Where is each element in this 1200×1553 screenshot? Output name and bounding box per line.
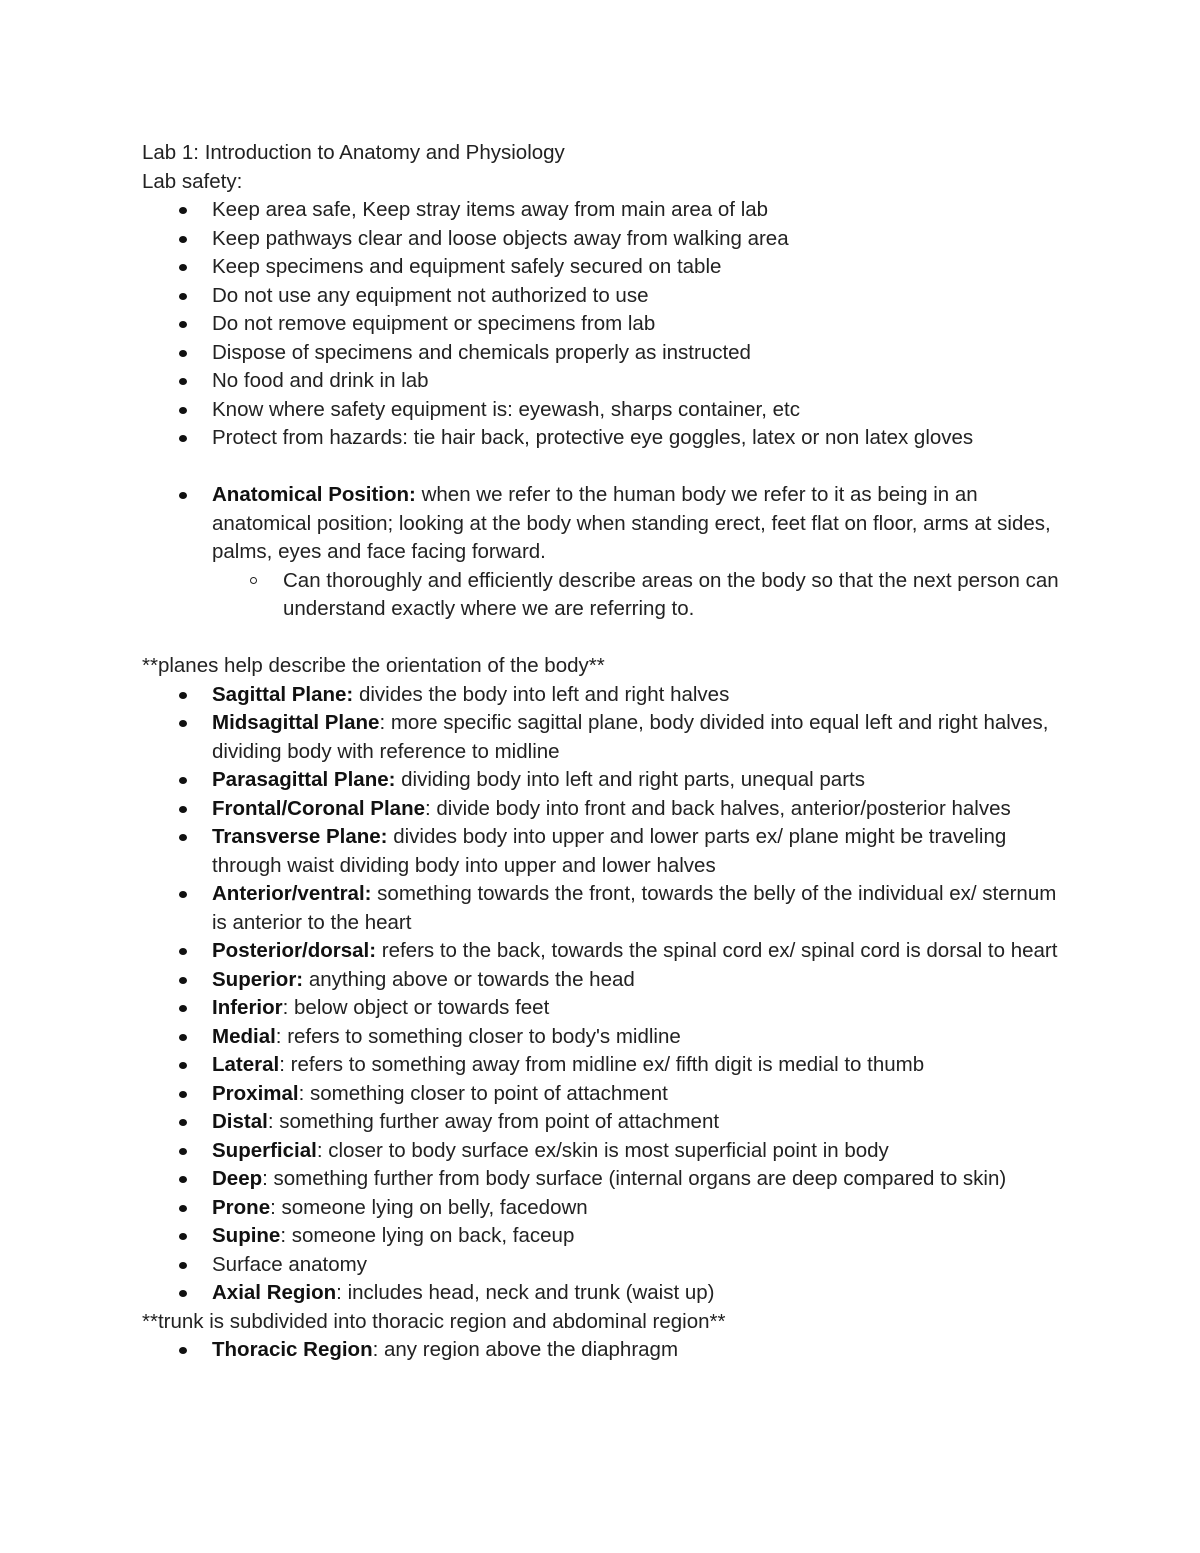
term-label: Anatomical Position: bbox=[212, 483, 416, 506]
term-label: Prone bbox=[212, 1195, 271, 1219]
term-label: Medial bbox=[212, 1024, 276, 1048]
bullet-icon bbox=[179, 1034, 187, 1041]
region-list bbox=[142, 1336, 1072, 1365]
term-label: Thoracic Region bbox=[212, 1338, 373, 1361]
bullet-icon bbox=[179, 1233, 187, 1240]
list-item bbox=[142, 880, 1072, 937]
list-item bbox=[142, 709, 1072, 766]
bullet-icon bbox=[179, 1290, 187, 1297]
bullet-icon bbox=[179, 1091, 187, 1098]
term-definition: : more specific sagittal plane, body divided into equal left and right halves, dividing body with reference to midline bbox=[212, 711, 1049, 763]
term-definition: : someone lying on belly, facedown bbox=[270, 1195, 588, 1219]
bullet-icon bbox=[179, 1148, 187, 1155]
list-item bbox=[142, 1137, 1072, 1166]
term-label: Supine bbox=[212, 1224, 281, 1247]
list-item bbox=[142, 1222, 1072, 1251]
list-item bbox=[142, 766, 1072, 795]
document-content bbox=[142, 139, 1072, 1365]
term-label: Superficial bbox=[212, 1138, 317, 1162]
term-definition: : includes head, neck and trunk (waist up) bbox=[336, 1281, 715, 1304]
sub-list-item: Can thoroughly and efficiently describe areas on the body so that the next person can understand exactly where we are referring to. bbox=[142, 567, 1072, 624]
list-item: Keep area safe, Keep stray items away from main area of lab bbox=[142, 196, 1072, 225]
list-item: No food and drink in lab bbox=[142, 367, 1072, 396]
term-definition: divides body into upper and lower parts ex/ plane might be traveling through waist dividing body into upper and lower halves bbox=[212, 825, 1007, 877]
term-label: Deep bbox=[212, 1167, 263, 1190]
term-label: Lateral bbox=[212, 1053, 280, 1076]
anatomical-position-list bbox=[142, 481, 1072, 624]
list-item: Keep pathways clear and loose objects away from walking area bbox=[142, 225, 1072, 254]
term-label: Sagittal Plane: bbox=[212, 682, 354, 706]
term-label: Distal bbox=[212, 1110, 268, 1133]
term-definition: when we refer to the human body we refer to it as being in an anatomical position; looking at the body when standing erect, feet flat on floor, arms at sides, palms, eyes and face facing forward. bbox=[212, 483, 1051, 563]
term-definition: something towards the front, towards the belly of the individual ex/ sternum is anterior to the heart bbox=[212, 882, 1057, 934]
term-definition: : something further from body surface (internal organs are deep compared to skin) bbox=[262, 1167, 1007, 1190]
bullet-icon bbox=[179, 948, 187, 955]
spacer bbox=[142, 453, 1072, 482]
list-item bbox=[142, 994, 1072, 1023]
list-item bbox=[142, 1194, 1072, 1223]
list-item bbox=[142, 1165, 1072, 1194]
term-label: Proximal bbox=[212, 1081, 299, 1105]
term-label: Axial Region bbox=[212, 1281, 337, 1304]
bullet-icon bbox=[179, 264, 187, 271]
bullet-icon bbox=[179, 236, 187, 243]
list-item bbox=[142, 1023, 1072, 1052]
lab-safety-heading: Lab safety: bbox=[142, 169, 243, 193]
list-item: Protect from hazards: tie hair back, protective eye goggles, latex or non latex gloves bbox=[142, 424, 1072, 453]
trunk-note: **trunk is subdivided into thoracic region and abdominal region** bbox=[142, 1309, 726, 1333]
bullet-icon bbox=[179, 321, 187, 328]
term-definition: : closer to body surface ex/skin is most superficial point in body bbox=[316, 1138, 889, 1162]
bullet-icon bbox=[179, 834, 187, 841]
list-item bbox=[142, 966, 1072, 995]
term-label: Anterior/ventral: bbox=[212, 882, 372, 905]
term-definition: divides the body into left and right halves bbox=[353, 682, 730, 706]
list-item: Dispose of specimens and chemicals properly as instructed bbox=[142, 339, 1072, 368]
bullet-icon bbox=[179, 1005, 187, 1012]
bullet-icon bbox=[179, 1062, 187, 1069]
bullet-icon bbox=[179, 293, 187, 300]
bullet-icon bbox=[179, 806, 187, 813]
list-item bbox=[142, 1336, 1072, 1365]
list-item bbox=[142, 1080, 1072, 1109]
bullet-icon bbox=[179, 1176, 187, 1183]
document-title: Lab 1: Introduction to Anatomy and Physiology bbox=[142, 141, 565, 164]
bullet-icon bbox=[179, 378, 187, 385]
list-item bbox=[142, 1108, 1072, 1137]
list-item: Keep specimens and equipment safely secured on table bbox=[142, 253, 1072, 282]
term-definition: : refers to something closer to body's midline bbox=[275, 1024, 681, 1048]
list-item bbox=[142, 795, 1072, 824]
list-item bbox=[142, 1051, 1072, 1080]
term-definition: : below object or towards feet bbox=[282, 996, 550, 1019]
list-item: Do not use any equipment not authorized to use bbox=[142, 282, 1072, 311]
term-definition: : divide body into front and back halves, anterior/posterior halves bbox=[425, 796, 1011, 820]
bullet-icon bbox=[179, 407, 187, 414]
bullet-icon bbox=[179, 1347, 187, 1354]
term-label: Posterior/dorsal: bbox=[212, 939, 377, 962]
term-definition: : any region above the diaphragm bbox=[372, 1338, 679, 1361]
list-item bbox=[142, 481, 1072, 567]
term-label: Parasagittal Plane: bbox=[212, 768, 396, 791]
term-definition: anything above or towards the head bbox=[303, 967, 635, 991]
term-label: Inferior bbox=[212, 996, 283, 1019]
hollow-bullet-icon bbox=[250, 577, 257, 584]
list-item bbox=[142, 823, 1072, 880]
bullet-icon bbox=[179, 207, 187, 214]
bullet-icon bbox=[179, 891, 187, 898]
bullet-icon bbox=[179, 692, 187, 699]
planes-note: **planes help describe the orientation of the body** bbox=[142, 654, 605, 677]
term-definition: refers to the back, towards the spinal cord ex/ spinal cord is dorsal to heart bbox=[376, 939, 1058, 962]
list-item: Know where safety equipment is: eyewash, sharps container, etc bbox=[142, 396, 1072, 425]
list-item bbox=[142, 681, 1072, 710]
bullet-icon bbox=[179, 777, 187, 784]
list-item bbox=[142, 937, 1072, 966]
term-definition: : something closer to point of attachment bbox=[298, 1081, 668, 1105]
term-definition: dividing body into left and right parts, unequal parts bbox=[395, 768, 865, 791]
term-label: Frontal/Coronal Plane bbox=[212, 796, 425, 820]
list-item: Do not remove equipment or specimens from lab bbox=[142, 310, 1072, 339]
bullet-icon bbox=[179, 1205, 187, 1212]
term-definition: : someone lying on back, faceup bbox=[280, 1224, 575, 1247]
term-definition: Surface anatomy bbox=[212, 1252, 367, 1276]
bullet-icon bbox=[179, 492, 187, 499]
bullet-icon bbox=[179, 350, 187, 357]
bullet-icon bbox=[179, 977, 187, 984]
list-item bbox=[142, 1279, 1072, 1308]
list-item bbox=[142, 1251, 1072, 1280]
term-label: Transverse Plane: bbox=[212, 825, 388, 848]
term-label: Midsagittal Plane bbox=[212, 711, 380, 734]
bullet-icon bbox=[179, 1119, 187, 1126]
bullet-icon bbox=[179, 1262, 187, 1269]
term-label: Superior: bbox=[212, 967, 304, 991]
bullet-icon bbox=[179, 435, 187, 442]
lab-safety-list bbox=[142, 196, 1072, 453]
bullet-icon bbox=[179, 720, 187, 727]
term-definition: : something further away from point of attachment bbox=[267, 1110, 720, 1133]
spacer bbox=[142, 624, 1072, 653]
terms-list bbox=[142, 681, 1072, 1308]
term-definition: : refers to something away from midline ex/ fifth digit is medial to thumb bbox=[279, 1053, 925, 1076]
